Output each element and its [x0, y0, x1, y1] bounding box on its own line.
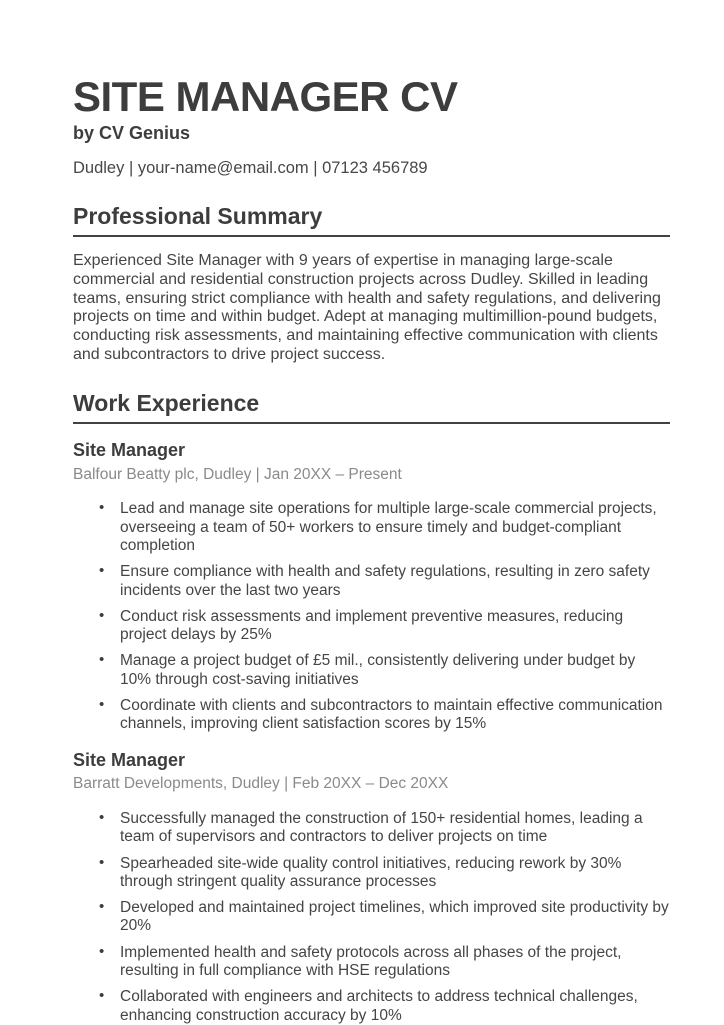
professional-summary-paragraph: Experienced Site Manager with 9 years of expertise in managing large-scale commercial and residential construction projects across Dudley. Skilled in leading teams, ensuring strict compliance with health and safety regulations, and delivering projects on time and within budget. Adept at managing multimillion-pound budgets, conducting risk assessments, and maintaining effective communication with clients and subcontractors to drive project success.: [73, 252, 661, 363]
job-bullet: • Developed and maintained project timelines, which improved site productivity by 20%: [97, 899, 670, 936]
job-bullet: • Ensure compliance with health and safety regulations, resulting in zero safety incidents over the last two years: [97, 563, 670, 600]
job-bullet: • Conduct risk assessments and implement preventive measures, reducing project delays by 25%: [97, 608, 670, 645]
job-bullet: • Collaborated with engineers and architects to address technical challenges, enhancing construction accuracy by 10%: [97, 988, 670, 1025]
job-bullet-list: [73, 500, 670, 733]
job-entry: [73, 750, 670, 1025]
job-bullet-list: [73, 810, 670, 1025]
cv-header: [73, 73, 670, 178]
job-title: Site Manager: [73, 749, 186, 770]
work-experience-heading: Work Experience: [73, 391, 670, 424]
contact-line: Dudley | your-name@email.com | 07123 456789: [73, 159, 428, 177]
byline: by CV Genius: [73, 123, 191, 143]
section-work-experience: [73, 391, 670, 1025]
section-professional-summary: [73, 204, 670, 365]
job-bullet: • Spearheaded site-wide quality control initiatives, reducing rework by 30% through stringent quality assurance processes: [97, 855, 670, 892]
job-bullet: • Successfully managed the construction of 150+ residential homes, leading a team of supervisors and contractors to deliver projects on time: [97, 810, 670, 847]
job-bullet: • Implemented health and safety protocols across all phases of the project, resulting in full compliance with HSE regulations: [97, 944, 670, 981]
job-list: [73, 440, 670, 1025]
job-bullet: • Coordinate with clients and subcontractors to maintain effective communication channels, improving client satisfaction scores by 15%: [97, 697, 670, 734]
job-entry: [73, 440, 670, 734]
job-bullet: • Lead and manage site operations for multiple large-scale commercial projects, overseeing a team of 50+ workers to ensure timely and budget-compliant completion: [97, 500, 670, 555]
job-meta: Balfour Beatty plc, Dudley | Jan 20XX – Present: [73, 465, 402, 483]
professional-summary-heading: Professional Summary: [73, 204, 670, 237]
job-meta: Barratt Developments, Dudley | Feb 20XX – Dec 20XX: [73, 775, 449, 793]
page-title: SITE MANAGER CV: [73, 73, 458, 120]
job-bullet: • Manage a project budget of £5 mil., consistently delivering under budget by 10% through cost-saving initiatives: [97, 652, 670, 689]
job-title: Site Manager: [73, 439, 186, 460]
